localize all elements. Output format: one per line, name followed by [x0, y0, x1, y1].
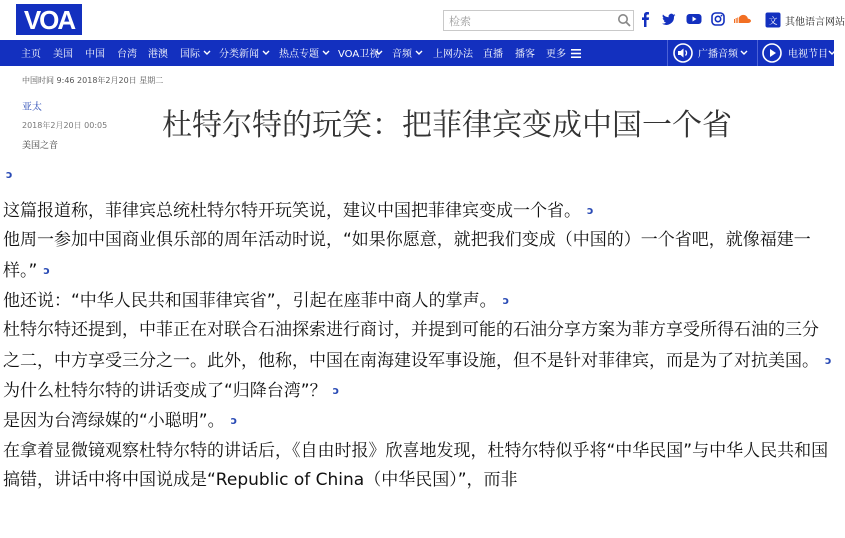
paragraph [3, 226, 834, 286]
nav-item-podcasts[interactable]: 播客 [515, 49, 535, 60]
paragraph [3, 196, 834, 226]
radio-audio-label: 广播音频 [698, 49, 738, 60]
article-body [3, 196, 834, 496]
paragraph-text: 这篇报道称，菲律宾总统杜特尔特开玩笑说，建议中国把菲律宾变成一个省。 [3, 200, 581, 221]
chevron-down-icon [262, 50, 270, 56]
tv-programs-label: 电视节目 [788, 49, 828, 60]
facebook-icon[interactable] [640, 11, 650, 27]
article-date: 2018年2月20日 00:05 [22, 121, 108, 130]
twitter-icon[interactable] [662, 11, 676, 27]
category-link[interactable]: 亚太 [22, 102, 42, 113]
paragraph-text: 他还说：“中华人民共和国菲律宾省”，引起在座菲中商人的掌声。 [3, 290, 497, 311]
nav-item-taiwan[interactable]: 台湾 [117, 49, 137, 60]
nav-divider [667, 40, 668, 66]
nav-item-categories[interactable]: 分类新闻 [219, 49, 259, 60]
paragraph-marker-icon: ɔ [6, 168, 13, 181]
nav-item-china[interactable]: 中国 [85, 49, 105, 60]
soundcloud-icon[interactable] [733, 11, 751, 27]
top-bar [0, 0, 845, 40]
paragraph [3, 437, 834, 496]
paragraph [3, 286, 834, 316]
youtube-icon[interactable] [686, 11, 702, 27]
other-languages-label: 其他语言网站 [785, 17, 845, 28]
paragraph-marker-icon: ɔ [587, 204, 594, 217]
menu-icon[interactable] [571, 49, 581, 58]
nav-item-international[interactable]: 国际 [180, 49, 200, 60]
paragraph [3, 316, 834, 376]
nav-item-more[interactable]: 更多 [546, 49, 566, 60]
speaker-icon [673, 43, 693, 63]
nav-item-live[interactable]: 直播 [483, 49, 503, 60]
chevron-down-icon [740, 50, 748, 56]
chevron-down-icon [375, 50, 383, 56]
nav-divider [757, 40, 758, 66]
nav-item-topics[interactable]: 热点专题 [279, 49, 319, 60]
other-languages-link[interactable] [763, 11, 845, 29]
paragraph-text: 是因为台湾绿媒的“小聪明”。 [3, 411, 225, 431]
paragraph-marker-icon: ɔ [502, 294, 510, 307]
nav-item-usa[interactable]: 美国 [53, 49, 73, 60]
voa-logo[interactable] [16, 4, 82, 35]
svg-text:文: 文 [768, 17, 778, 27]
nav-item-hk-macau[interactable]: 港澳 [148, 49, 168, 60]
paragraph-marker-icon: ɔ [825, 353, 832, 367]
search-placeholder: 检索 [449, 15, 471, 28]
tv-programs-button[interactable] [762, 40, 834, 66]
paragraph-marker-icon: ɔ [332, 384, 340, 397]
instagram-icon[interactable] [711, 11, 725, 27]
play-icon [762, 43, 782, 63]
paragraph [3, 406, 834, 436]
language-icon [765, 12, 781, 28]
radio-audio-button[interactable] [673, 40, 753, 66]
search-input[interactable] [443, 10, 634, 31]
logo-text: VOA [23, 5, 75, 35]
nav-item-audio[interactable]: 音频 [392, 49, 412, 60]
article-title: 杜特尔特的玩笑：把菲律宾变成中国一个省 [162, 108, 732, 143]
main-nav [0, 40, 834, 66]
chevron-down-icon [828, 50, 836, 56]
paragraph-text: 他周一参加中国商业俱乐部的周年活动时说，“如果你愿意，就把我们变成（中国的）一个省吧，就像福建一样。” [3, 230, 811, 281]
search-icon[interactable] [617, 13, 631, 27]
paragraph-text: 在拿着显微镜观察杜特尔特的讲话后，《自由时报》欣喜地发现，杜特尔特似乎将“中华民国”与中华人民共和国搞错，讲话中将中国说成是“Republic of China（中华民国）”，而非 [3, 440, 829, 490]
nav-item-home[interactable]: 主页 [21, 49, 41, 60]
nav-item-voa-tv[interactable]: VOA卫视 [338, 49, 380, 60]
paragraph [3, 376, 834, 406]
paragraph-text: 为什么杜特尔特的讲话变成了“归降台湾”？ [3, 380, 327, 401]
chevron-down-icon [203, 50, 211, 56]
article-source: 美国之音 [22, 141, 59, 151]
timestamp-bar: 中国时间 9:46 2018年2月20日 星期二 [22, 76, 164, 85]
paragraph-marker-icon: ɔ [230, 414, 238, 428]
chevron-down-icon [322, 50, 330, 56]
nav-item-access-guide[interactable]: 上网办法 [433, 49, 473, 60]
chevron-down-icon [415, 50, 423, 56]
paragraph-text: 杜特尔特还提到，中菲正在对联合石油探索进行商讨，并提到可能的石油分享方案为菲方享受所得石油的三分之二，中方享受三分之一。此外，他称，中国在南海建设军事设施，但不是针对菲律宾，而是为了对抗美国。 [3, 320, 819, 371]
paragraph-marker-icon: ɔ [43, 263, 50, 277]
